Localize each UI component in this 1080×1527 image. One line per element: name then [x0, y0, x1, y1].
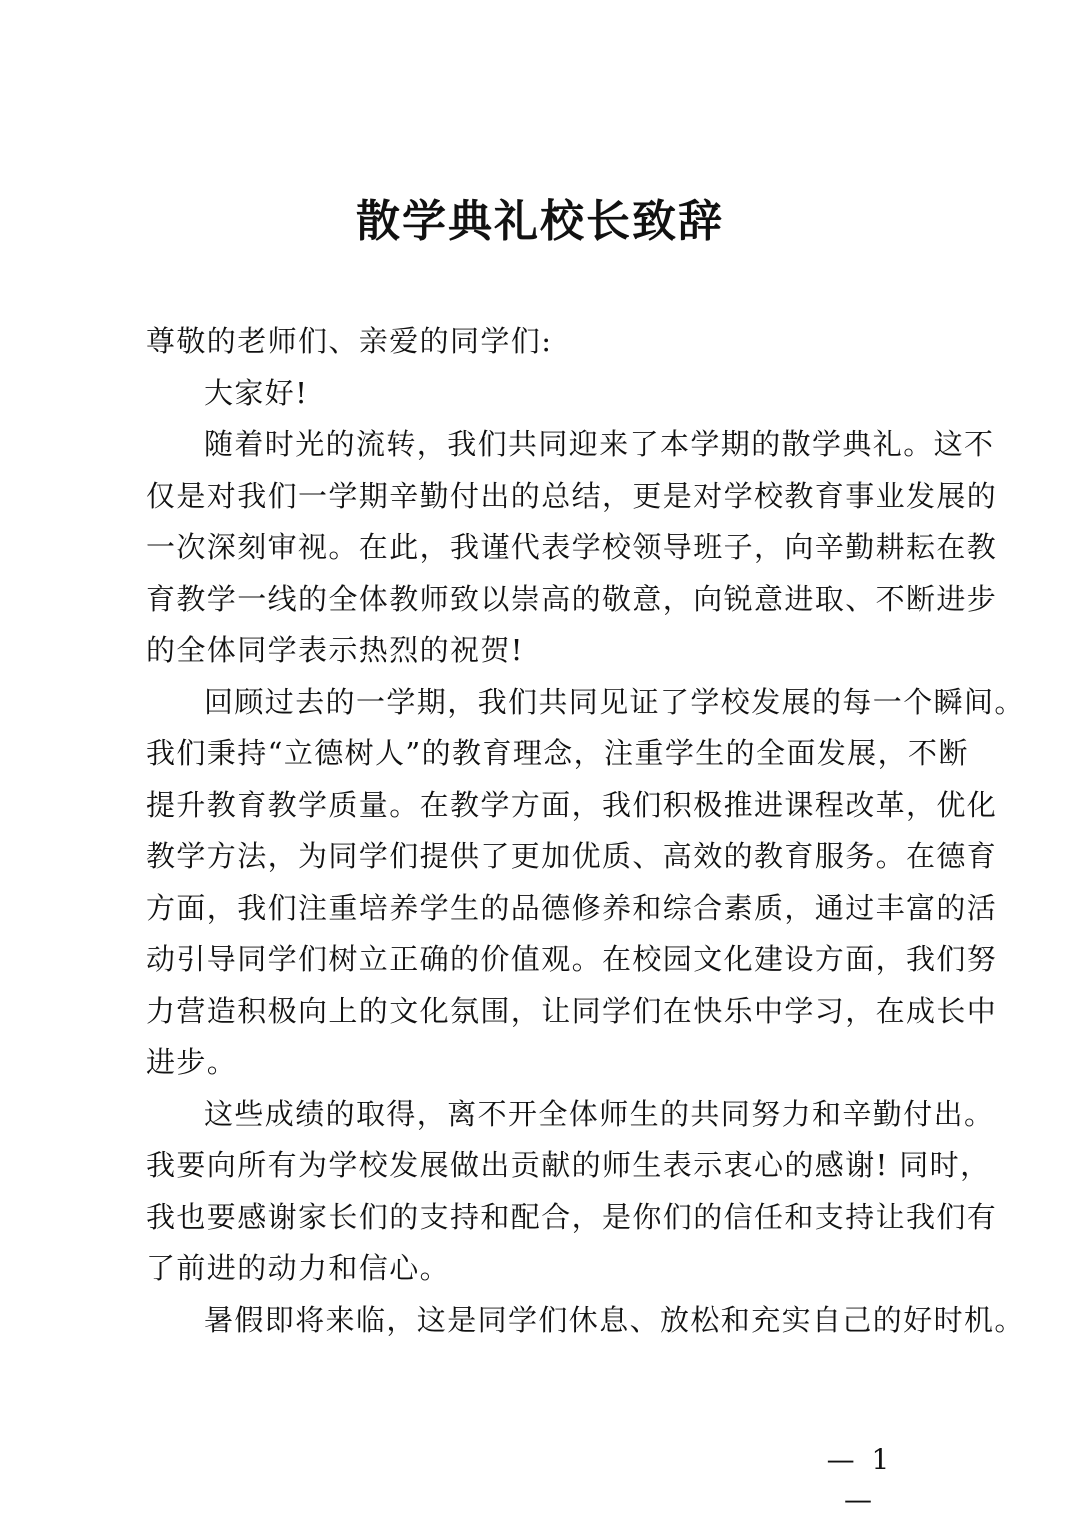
paragraph-2-line-8: 进步。: [146, 1045, 238, 1079]
paragraph-3-line-1: 这些成绩的取得，离不开全体师生的共同努力和辛勤付出。: [204, 1096, 995, 1131]
paragraph-2-line-3: 提升教育教学质量。在教学方面，我们积极推进课程改革，优化: [146, 787, 998, 822]
paragraph-3-line-3: 我也要感谢家长们的支持和配合，是你们的信任和支持让我们有: [146, 1199, 998, 1234]
paragraph-1-line-3: 一次深刻审视。在此，我谨代表学校领导班子，向辛勤耕耘在教: [146, 530, 998, 564]
paragraph-1-line-4: 育教学一线的全体教师致以崇高的敬意，向锐意进取、不断进步: [146, 581, 998, 616]
paragraph-1-line-5: 的全体同学表示热烈的祝贺!: [146, 633, 524, 667]
paragraph-1-line-2: 仅是对我们一学期辛勤付出的总结，更是对学校教育事业发展的: [146, 478, 998, 513]
page-number: — 1 —: [826, 1443, 894, 1516]
paragraph-2-line-6: 动引导同学们树立正确的价值观。在校园文化建设方面，我们努: [146, 942, 998, 976]
paragraph-2-line-4: 教学方法，为同学们提供了更加优质、高效的教育服务。在德育: [146, 839, 998, 873]
paragraph-2-line-1: 回顾过去的一学期，我们共同见证了学校发展的每一个瞬间。: [204, 684, 1025, 719]
paragraph-2-line-5: 方面，我们注重培养学生的品德修养和综合素质，通过丰富的活: [146, 890, 998, 925]
document-body: [146, 316, 1025, 1346]
paragraph-2-line-7: 力营造积极向上的文化氛围，让同学们在快乐中学习，在成长中: [146, 993, 998, 1028]
paragraph-4-line-1: 暑假即将来临，这是同学们休息、放松和充实自己的好时机。: [204, 1302, 1025, 1337]
paragraph-3-line-2: 我要向所有为学校发展做出贡献的师生表示衷心的感谢! 同时，: [146, 1148, 991, 1182]
paragraph-2-line-2: 我们秉持“立德树人”的教育理念，注重学生的全面发展，不断: [146, 736, 969, 770]
paragraph-3-line-4: 了前进的动力和信心。: [146, 1251, 451, 1285]
greeting-line: 大家好!: [204, 375, 309, 410]
paragraph-1-line-1: 随着时光的流转，我们共同迎来了本学期的散学典礼。这不: [204, 427, 995, 461]
document-title: 散学典礼校长致辞: [356, 196, 724, 247]
salutation-line: 尊敬的老师们、亲爱的同学们:: [146, 324, 553, 358]
